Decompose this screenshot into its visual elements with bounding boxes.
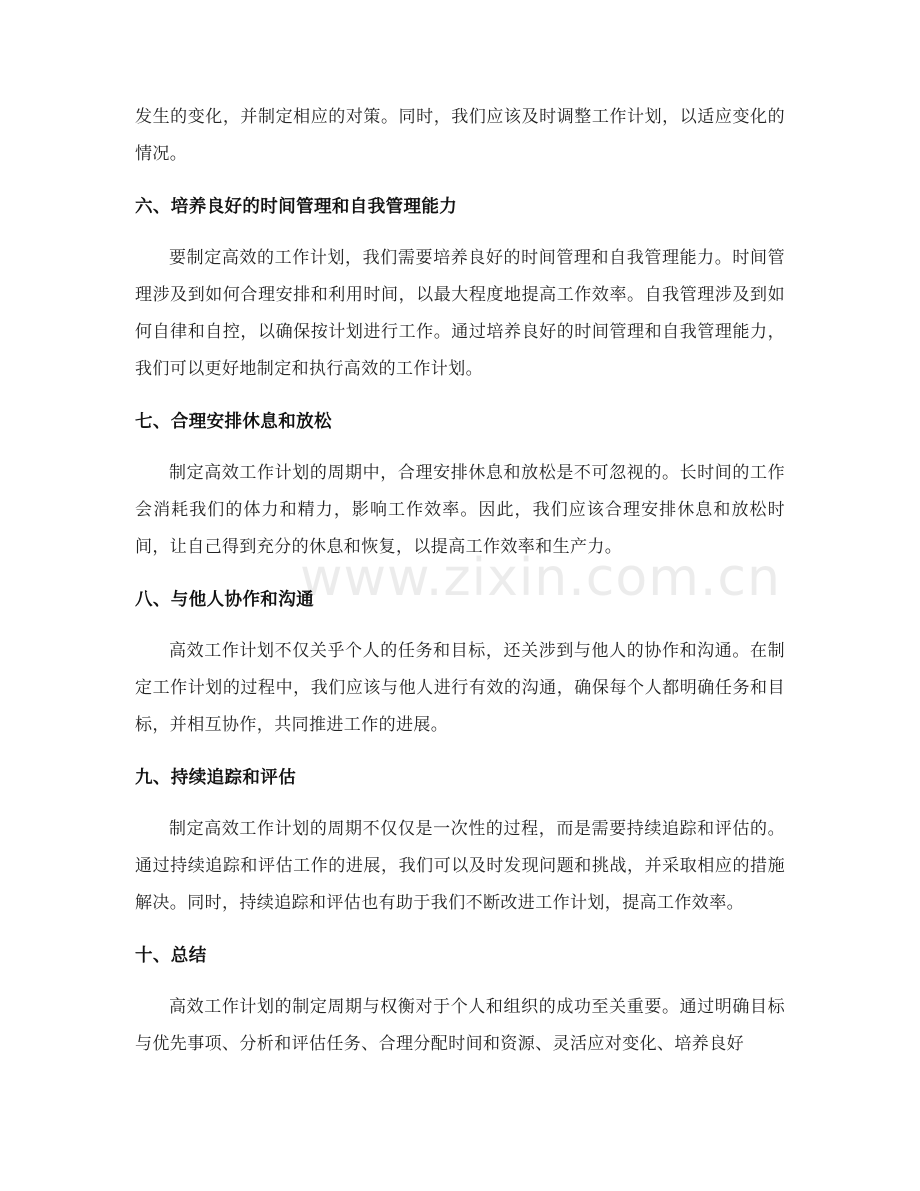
section-body-9: 制定高效工作计划的周期不仅仅是一次性的过程，而是需要持续追踪和评估的。通过持续追踪和评估工作的进展，我们可以及时发现问题和挑战，并采取相应的措施解决。同时，持续追踪和评估也有助于我们不断改进工作计划，提高工作效率。 [135, 819, 785, 913]
document-content [135, 99, 785, 1063]
section-body-10: 高效工作计划的制定周期与权衡对于个人和组织的成功至关重要。通过明确目标与优先事项、分析和评估任务、合理分配时间和资源、灵活应对变化、培养良好 [135, 997, 785, 1054]
section-body-7: 制定高效工作计划的周期中，合理安排休息和放松是不可忽视的。长时间的工作会消耗我们的体力和精力，影响工作效率。因此，我们应该合理安排休息和放松时间，让自己得到充分的休息和恢复，以提高工作效率和生产力。 [135, 463, 785, 557]
section-heading-9: 九、持续追踪和评估 [135, 768, 297, 788]
section-body-6: 要制定高效的工作计划，我们需要培养良好的时间管理和自我管理能力。时间管理涉及到如何合理安排和利用时间，以最大程度地提高工作效率。自我管理涉及到如何自律和自控，以确保按计划进行工作。通过培养良好的时间管理和自我管理能力，我们可以更好地制定和执行高效的工作计划。 [135, 248, 785, 379]
section-heading-6: 六、培养良好的时间管理和自我管理能力 [135, 197, 458, 217]
intro-paragraph: 发生的变化，并制定相应的对策。同时，我们应该及时调整工作计划，以适应变化的情况。 [135, 107, 785, 164]
section-heading-8: 八、与他人协作和沟通 [135, 590, 314, 610]
section-body-8: 高效工作计划不仅关乎个人的任务和目标，还关涉到与他人的协作和沟通。在制定工作计划的过程中，我们应该与他人进行有效的沟通，确保每个人都明确任务和目标，并相互协作，共同推进工作的进展。 [135, 641, 785, 735]
section-heading-7: 七、合理安排休息和放松 [135, 412, 332, 432]
section-heading-10: 十、总结 [135, 946, 207, 966]
watermark-text: www.zixin.com.cn [300, 548, 781, 608]
